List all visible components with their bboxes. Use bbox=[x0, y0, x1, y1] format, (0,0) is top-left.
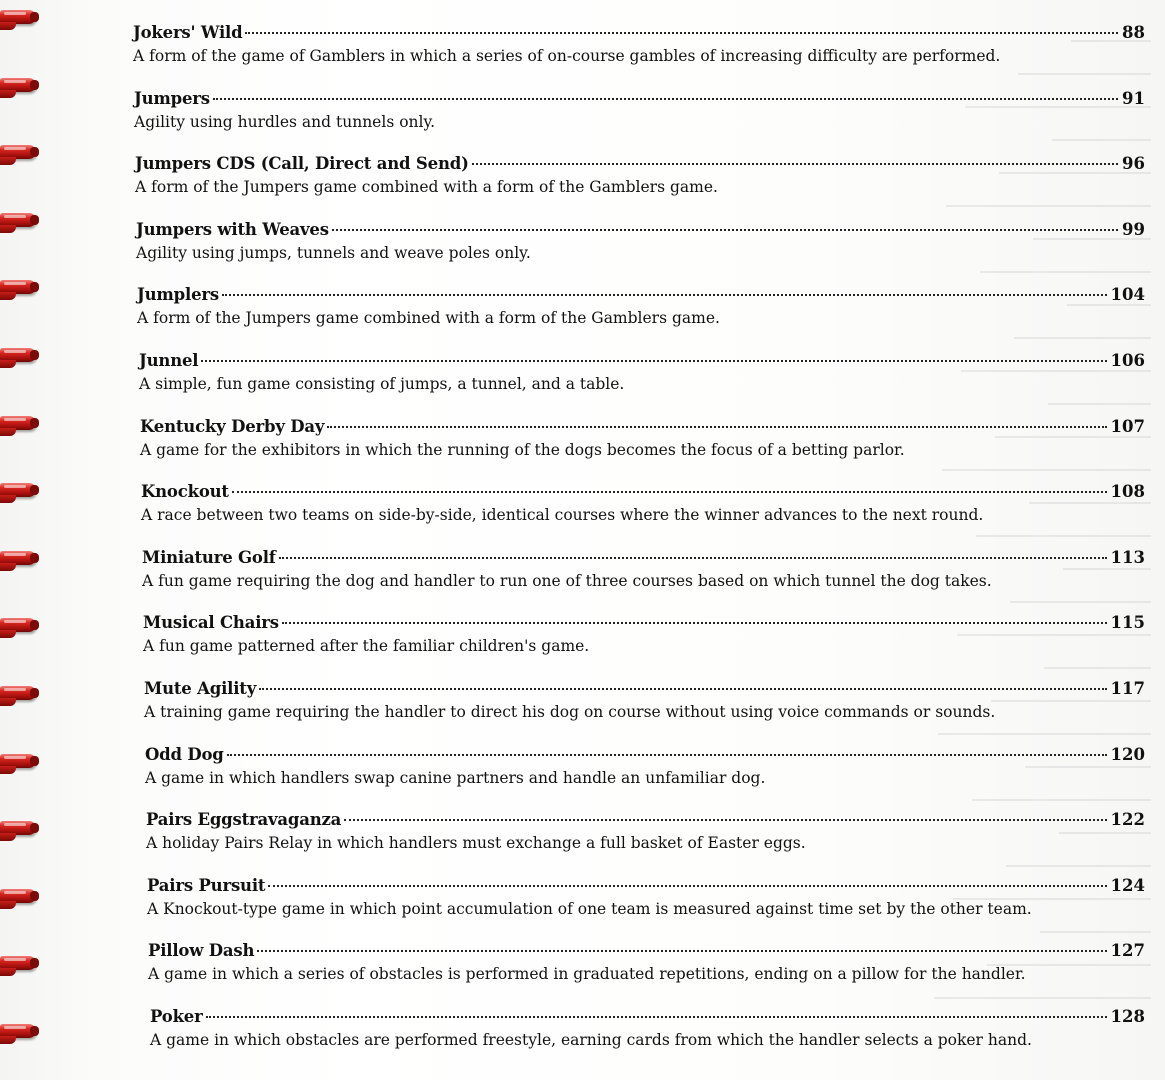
toc-entry-page-number[interactable]: 117 bbox=[1110, 678, 1145, 698]
toc-entry-title[interactable]: Jokers' Wild bbox=[133, 23, 243, 42]
dot-leader bbox=[282, 622, 1107, 624]
toc-entry-title[interactable]: Jumpers with Weaves bbox=[136, 219, 329, 239]
toc-entry-title[interactable]: Jumpers bbox=[134, 88, 210, 108]
dot-leader bbox=[327, 426, 1106, 428]
toc-entry-heading bbox=[137, 284, 1145, 306]
toc-entry-page-number[interactable]: 88 bbox=[1122, 23, 1145, 42]
toc-entry-page-number[interactable]: 91 bbox=[1122, 88, 1145, 108]
toc-entry[interactable] bbox=[141, 481, 1145, 547]
toc-entry-page-number[interactable]: 113 bbox=[1110, 547, 1145, 567]
toc-entry-page-number[interactable]: 108 bbox=[1110, 482, 1145, 502]
spiral-coil bbox=[0, 207, 40, 237]
toc-entry-description: A game in which handlers swap canine partners and handle an unfamiliar dog. bbox=[145, 768, 766, 787]
toc-entry[interactable] bbox=[147, 875, 1145, 941]
toc-entry-description: A race between two teams on side-by-side, identical courses where the winner advances to the next round. bbox=[141, 506, 984, 525]
dot-leader bbox=[259, 688, 1106, 690]
toc-entry-title[interactable]: Kentucky Derby Day bbox=[140, 416, 325, 436]
toc-entry[interactable] bbox=[146, 809, 1145, 875]
toc-entry-title[interactable]: Odd Dog bbox=[145, 744, 224, 764]
toc-entry-description: A form of the game of Gamblers in which a series of on-course gambles of increasing difficulty are performed. bbox=[133, 47, 1001, 65]
dot-leader bbox=[257, 950, 1106, 952]
toc-entry[interactable] bbox=[145, 744, 1145, 810]
dot-leader bbox=[344, 819, 1106, 821]
toc-entry-description: A game in which obstacles are performed freestyle, earning cards from which the handler selects a poker hand. bbox=[150, 1030, 1032, 1049]
toc-entry-page-number[interactable]: 104 bbox=[1110, 285, 1145, 305]
toc-entry-page-number[interactable]: 120 bbox=[1110, 744, 1145, 764]
toc-entry[interactable] bbox=[139, 350, 1145, 416]
spiral-coil bbox=[0, 72, 40, 102]
table-of-contents bbox=[133, 22, 1145, 1072]
toc-entry[interactable] bbox=[150, 1006, 1145, 1072]
toc-entry-title[interactable]: Jumpers CDS (Call, Direct and Send) bbox=[135, 154, 469, 174]
toc-entry-description: A form of the Jumpers game combined with a form of the Gamblers game. bbox=[135, 178, 718, 197]
toc-entry-description: A Knockout-type game in which point accumulation of one team is measured against time set by the other team. bbox=[147, 899, 1032, 918]
dot-leader bbox=[332, 229, 1118, 231]
spiral-coil bbox=[0, 680, 40, 710]
toc-entry-description: A fun game requiring the dog and handler to run one of three courses based on which tunnel the dog takes. bbox=[142, 571, 992, 590]
spiral-coil bbox=[0, 748, 40, 778]
toc-entry[interactable] bbox=[137, 284, 1145, 350]
toc-entry-page-number[interactable]: 107 bbox=[1110, 416, 1145, 436]
toc-entry-heading bbox=[145, 744, 1145, 766]
toc-entry[interactable] bbox=[144, 678, 1145, 744]
toc-entry-heading bbox=[148, 940, 1145, 962]
spiral-binding bbox=[0, 0, 46, 1080]
dot-leader bbox=[472, 163, 1118, 165]
toc-entry-page-number[interactable]: 96 bbox=[1122, 154, 1145, 174]
dot-leader bbox=[206, 1016, 1107, 1018]
toc-entry-page-number[interactable]: 115 bbox=[1110, 613, 1145, 633]
dot-leader bbox=[245, 32, 1118, 34]
dot-leader bbox=[227, 754, 1107, 756]
spiral-coil bbox=[0, 139, 40, 169]
spiral-coil bbox=[0, 477, 40, 507]
toc-entry[interactable] bbox=[134, 88, 1145, 154]
toc-entry-title[interactable]: Pairs Pursuit bbox=[147, 875, 266, 895]
spiral-coil bbox=[0, 545, 40, 575]
toc-entry-heading bbox=[133, 22, 1145, 44]
spiral-coil bbox=[0, 1018, 40, 1048]
toc-entry-page-number[interactable]: 127 bbox=[1110, 941, 1145, 961]
toc-entry-heading bbox=[144, 678, 1145, 700]
toc-entry-title[interactable]: Mute Agility bbox=[144, 678, 257, 698]
toc-entry-heading bbox=[139, 350, 1145, 372]
spiral-coil bbox=[0, 342, 40, 372]
toc-entry[interactable] bbox=[135, 153, 1145, 219]
toc-entry-title[interactable]: Knockout bbox=[141, 482, 229, 502]
toc-entry-heading bbox=[146, 809, 1145, 831]
toc-entry-description: Agility using hurdles and tunnels only. bbox=[134, 112, 436, 131]
dot-leader bbox=[201, 360, 1106, 362]
toc-entry-heading bbox=[135, 153, 1145, 175]
toc-entry-heading bbox=[143, 612, 1145, 634]
toc-entry-title[interactable]: Musical Chairs bbox=[143, 613, 279, 633]
toc-entry-description: A fun game patterned after the familiar children's game. bbox=[143, 637, 590, 656]
toc-entry-page-number[interactable]: 124 bbox=[1110, 875, 1145, 895]
toc-entry[interactable] bbox=[142, 547, 1145, 613]
toc-entry-heading bbox=[140, 416, 1145, 438]
toc-entry-page-number[interactable]: 128 bbox=[1110, 1006, 1145, 1026]
spiral-coil bbox=[0, 274, 40, 304]
spiral-coil bbox=[0, 410, 40, 440]
toc-entry-description: A game for the exhibitors in which the running of the dogs becomes the focus of a betting parlor. bbox=[140, 440, 905, 459]
toc-entry-heading bbox=[147, 875, 1145, 897]
spiral-coil bbox=[0, 4, 40, 34]
toc-entry[interactable] bbox=[136, 219, 1145, 285]
toc-entry-page-number[interactable]: 99 bbox=[1122, 219, 1145, 239]
toc-entry-title[interactable]: Junnel bbox=[139, 350, 199, 370]
toc-entry-page-number[interactable]: 106 bbox=[1110, 350, 1145, 370]
toc-entry-description: A holiday Pairs Relay in which handlers must exchange a full basket of Easter eggs. bbox=[146, 834, 806, 853]
toc-entry-description: Agility using jumps, tunnels and weave poles only. bbox=[136, 243, 531, 262]
spiral-coil bbox=[0, 950, 40, 980]
spiral-coil bbox=[0, 815, 40, 845]
toc-entry[interactable] bbox=[143, 612, 1145, 678]
spiral-coil bbox=[0, 883, 40, 913]
toc-entry-title[interactable]: Pillow Dash bbox=[148, 941, 255, 961]
toc-entry-heading bbox=[134, 88, 1145, 110]
dot-leader bbox=[222, 294, 1107, 296]
toc-entry-heading bbox=[141, 481, 1145, 503]
toc-entry-title[interactable]: Poker bbox=[150, 1006, 203, 1026]
dot-leader bbox=[268, 885, 1106, 887]
toc-entry-title[interactable]: Miniature Golf bbox=[142, 547, 276, 567]
toc-entry[interactable] bbox=[133, 22, 1145, 88]
spiral-coil bbox=[0, 612, 40, 642]
toc-entry-title[interactable]: Pairs Eggstravaganza bbox=[146, 810, 342, 830]
dot-leader bbox=[232, 491, 1107, 493]
dot-leader bbox=[213, 98, 1118, 100]
toc-entry-page-number[interactable]: 122 bbox=[1110, 810, 1145, 830]
toc-entry-heading bbox=[150, 1006, 1145, 1028]
toc-entry-heading bbox=[136, 219, 1145, 241]
toc-entry-description: A game in which a series of obstacles is performed in graduated repetitions, ending on a pillow for the handler. bbox=[148, 965, 1026, 984]
toc-entry-description: A simple, fun game consisting of jumps, a tunnel, and a table. bbox=[139, 374, 625, 393]
toc-entry-heading bbox=[142, 547, 1145, 569]
toc-entry[interactable] bbox=[140, 416, 1145, 482]
toc-entry-description: A training game requiring the handler to direct his dog on course without using voice commands or sounds. bbox=[144, 702, 996, 721]
toc-entry-title[interactable]: Jumplers bbox=[137, 285, 219, 305]
toc-entry[interactable] bbox=[148, 940, 1145, 1006]
dot-leader bbox=[279, 557, 1107, 559]
toc-entry-description: A form of the Jumpers game combined with a form of the Gamblers game. bbox=[137, 309, 720, 328]
